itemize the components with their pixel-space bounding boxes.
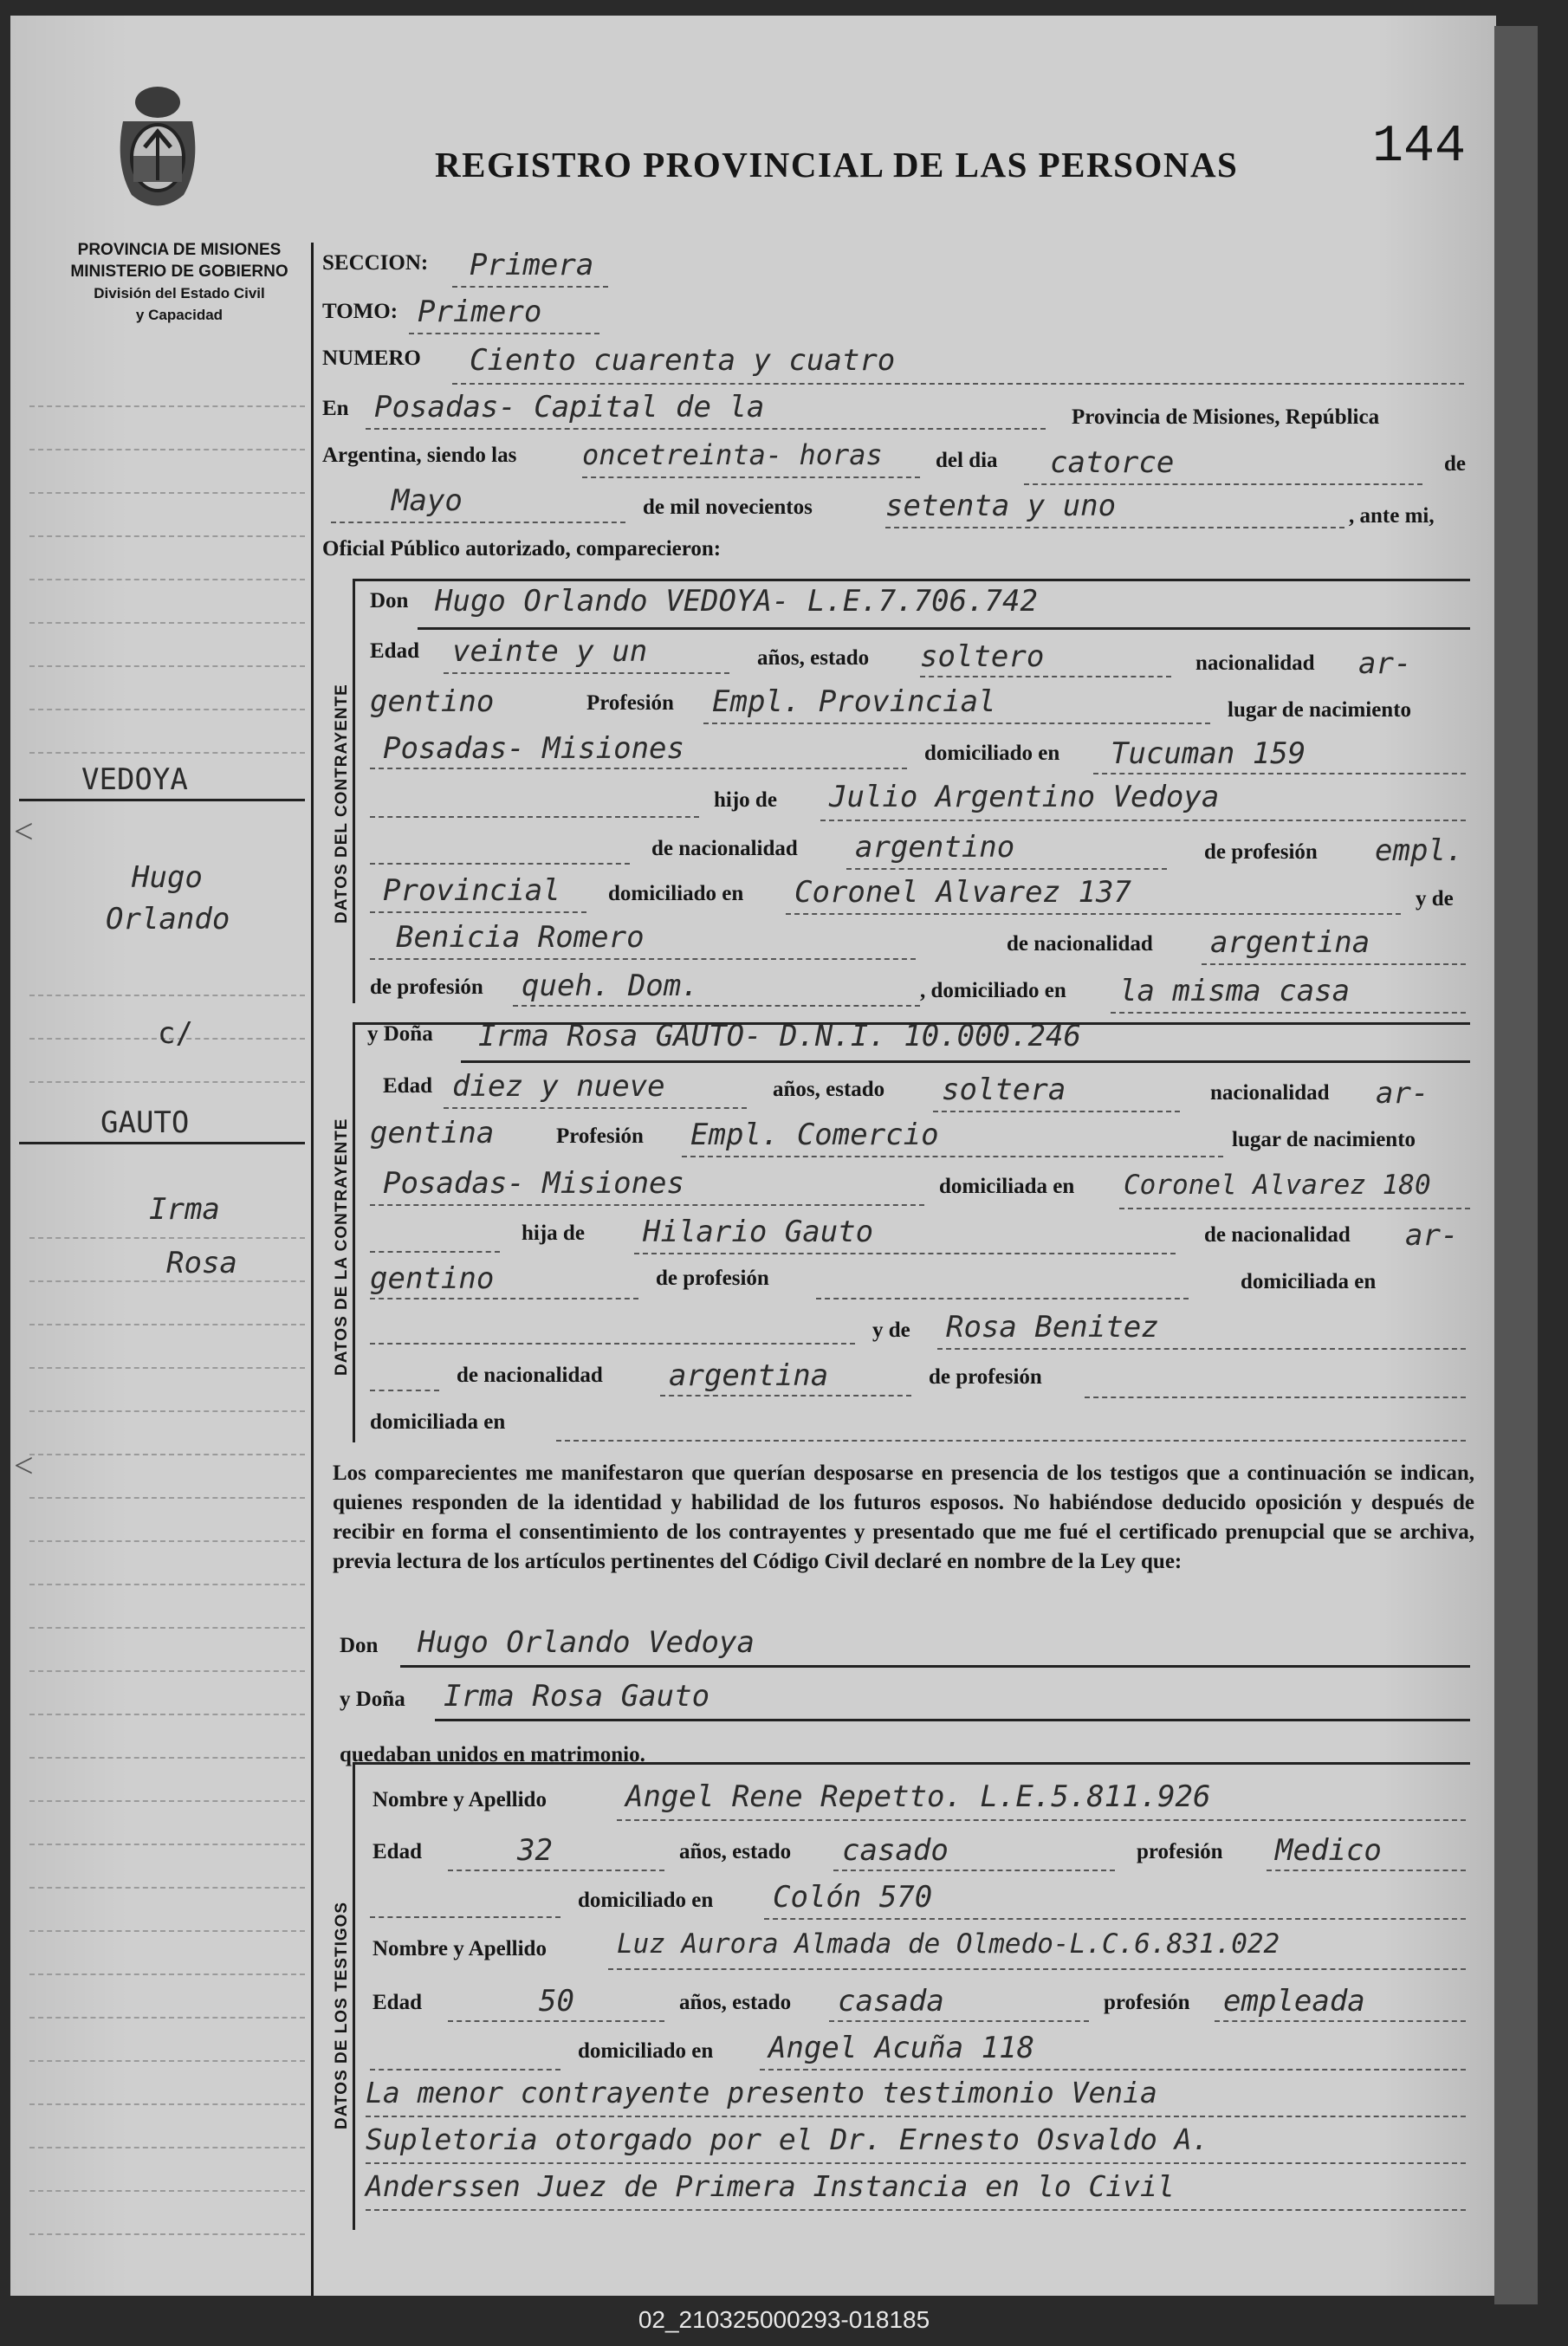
margin-arrow: < [14, 1446, 34, 1485]
nacionalidad-value-a: ar- [1358, 646, 1412, 681]
margin-divider [19, 799, 305, 801]
madre-prof-label: de profesión [929, 1365, 1042, 1389]
madre-nacionalidad: argentina [1210, 925, 1370, 960]
numero-value: Ciento cuarenta y cuatro [470, 343, 896, 378]
margin-surname-1: VEDOYA [81, 762, 188, 797]
padre-value: Julio Argentino Vedoya [829, 780, 1220, 814]
testigos-bracket [353, 1762, 355, 2230]
tomo-value: Primero [418, 295, 542, 329]
testigo-1-domiciliado-label: domiciliado en [578, 1889, 714, 1912]
mes-value: Mayo [392, 483, 463, 518]
ante-mi-text: , ante mi, [1349, 504, 1435, 528]
estado-value: soltera [942, 1073, 1066, 1107]
testigo-2-estado-label: años, estado [679, 1991, 792, 2014]
padre-nacionalidad: argentino [855, 830, 1015, 865]
nacionalidad-label: nacionalidad [1195, 651, 1315, 675]
testigo-2-profesion: empleada [1223, 1984, 1365, 2019]
testigo-2-estado: casada [838, 1984, 944, 2019]
padre-profesion-b: Provincial [383, 873, 560, 908]
page-edge-shadow [1494, 26, 1538, 2304]
del-dia-text: del dia [936, 449, 998, 472]
domiciliada-label: domiciliada en [939, 1175, 1075, 1198]
agency-line: y Capacidad [135, 307, 224, 323]
de-nacionalidad-label: de nacionalidad [1204, 1223, 1351, 1247]
testigo-1-estado: casado [842, 1833, 949, 1868]
domiciliado-label: domiciliado en [924, 742, 1060, 765]
margin-rule [311, 243, 314, 2296]
contrayente-1-name: Hugo Orlando VEDOYA- L.E.7.706.742 [435, 584, 1038, 619]
statement-text: Los comparecientes me manifestaron que querían desposarse en presencia de los testigos que a continuación se indican, quienes responden de la identidad y habilidad de los futuros esposos. No habiéndose deducido oposición y después de recibir en forma el consentimiento de los contrayentes y presentado que me fué el certificado prenupcial que se archiva, previa lectura de los artículos pertinentes del Código Civil declaré en nombre de la Ley que: [333, 1461, 1474, 1573]
edad-label: Edad [383, 1074, 432, 1098]
testigo-1-edad: 32 [517, 1833, 553, 1868]
de-profesion-label: de profesión [656, 1267, 769, 1290]
margin-given-2b: Rosa [166, 1246, 237, 1280]
lugar-label: lugar de nacimiento [1232, 1128, 1416, 1151]
testigo-1-profesion-label: profesión [1137, 1840, 1223, 1863]
de-profesion-label: de profesión [1204, 840, 1318, 864]
testigo-2-domiciliado-label: domiciliado en [578, 2039, 714, 2063]
agency-line: División del Estado Civil [94, 285, 265, 301]
statement-closing: quedaban unidos en matrimonio. [340, 1743, 645, 1766]
de-nacionalidad-label: de nacionalidad [651, 837, 798, 860]
madre-value: Rosa Benitez [946, 1310, 1159, 1345]
en-value: Posadas- Capital de la [374, 390, 765, 424]
padre-domiciliada-label: domiciliada en [1241, 1270, 1377, 1293]
hija-label: hija de [522, 1222, 585, 1245]
statement-dona-label: y Doña [340, 1688, 405, 1711]
nacionalidad-label: nacionalidad [1210, 1081, 1330, 1105]
padre-nacionalidad-b: gentino [370, 1261, 495, 1296]
note-line-3: Anderssen Juez de Primera Instancia en lo Civil [366, 2169, 1175, 2203]
oficial-text: Oficial Público autorizado, comparecieron: [322, 537, 722, 561]
profesion-label: Profesión [586, 691, 674, 715]
profesion-label: Profesión [556, 1124, 644, 1148]
contrayente-1-section-label: DATOS DEL CONTRAYENTE [333, 684, 351, 923]
madre-prof-label: de profesión [370, 975, 483, 999]
provincia-text: Provincia de Misiones, República [1072, 405, 1380, 429]
margin-arrow: < [14, 812, 34, 851]
seccion-value: Primera [470, 248, 594, 282]
testigo-2-edad: 50 [539, 1984, 574, 2019]
statement-don-label: Don [340, 1634, 379, 1657]
contrayente-2-bracket [353, 1022, 355, 1442]
contrayente-1-bracket [353, 579, 355, 1003]
lugar-value: Posadas- Misiones [383, 1166, 684, 1201]
document-page [10, 16, 1496, 2296]
page-number: 144 [1372, 118, 1467, 177]
domicilio-value: Coronel Alvarez 180 [1124, 1170, 1431, 1201]
padre-domicilio-label: domiciliado en [608, 882, 744, 905]
madre-nacionalidad: argentina [669, 1358, 829, 1393]
lugar-label: lugar de nacimiento [1228, 698, 1412, 722]
madre-profesion: queh. Dom. [522, 969, 699, 1003]
note-line-1: La menor contrayente presento testimonio Venia [366, 2076, 1157, 2109]
margin-divider [19, 1142, 305, 1144]
anos-estado-label: años, estado [773, 1078, 885, 1101]
agency-line: MINISTERIO DE GOBIERNO [70, 262, 288, 281]
anio-value: setenta y uno [885, 489, 1117, 523]
madre-nac-label: de nacionalidad [1007, 932, 1153, 956]
testigo-1-name: Angel Rene Repetto. L.E.5.811.926 [625, 1779, 1211, 1814]
nacionalidad-value-b: gentino [370, 684, 495, 719]
edad-value: diez y nueve [452, 1069, 665, 1104]
margin-given-1b: Orlando [106, 902, 230, 936]
statement-don-value: Hugo Orlando Vedoya [418, 1625, 755, 1660]
dia-value: catorce [1050, 445, 1175, 480]
madre-domicilio: la misma casa [1119, 974, 1351, 1008]
madre-value: Benicia Romero [396, 920, 645, 955]
de-text: de [1444, 452, 1466, 476]
don-label: Don [370, 589, 409, 612]
margin-connector: c/ [158, 1016, 193, 1051]
madre-dom-label: , domiciliado en [920, 979, 1066, 1002]
note-line-2: Supletoria otorgado por el Dr. Ernesto Osvaldo A. [366, 2122, 1209, 2156]
profesion-value: Empl. Comercio [690, 1118, 939, 1152]
margin-given-2a: Irma [149, 1192, 220, 1227]
estado-value: soltero [920, 639, 1045, 674]
statement-dona-value: Irma Rosa Gauto [444, 1679, 710, 1714]
argentina-text: Argentina, siendo las [322, 444, 517, 467]
testigo-1-profesion: Medico [1275, 1833, 1382, 1868]
agency-line: PROVINCIA DE MISIONES [77, 241, 282, 259]
registry-title: REGISTRO PROVINCIAL DE LAS PERSONAS [435, 145, 1239, 185]
testigo-2-edad-label: Edad [373, 1991, 422, 2014]
anos-estado-label: años, estado [757, 646, 870, 670]
numero-label: NUMERO [322, 347, 421, 370]
y-de-label: y de [1416, 887, 1454, 911]
edad-label: Edad [370, 639, 419, 663]
mil-text: de mil novecientos [643, 496, 813, 519]
nacionalidad-value-a: ar- [1376, 1076, 1429, 1111]
madre-dom-label: domiciliada en [370, 1410, 506, 1434]
lugar-value: Posadas- Misiones [383, 731, 684, 766]
padre-nacionalidad-a: ar- [1405, 1218, 1459, 1253]
contrayente-2-name: Irma Rosa GAUTO- D.N.I. 10.000.246 [478, 1019, 1081, 1053]
padre-profesion-a: empl. [1375, 833, 1464, 868]
dona-label: y Doña [367, 1022, 433, 1046]
testigo-2-nombre-label: Nombre y Apellido [373, 1937, 547, 1960]
testigos-section-label: DATOS DE LOS TESTIGOS [333, 1901, 351, 2129]
padre-domicilio: Coronel Alvarez 137 [794, 875, 1131, 910]
contrayente-2-section-label: DATOS DE LA CONTRAYENTE [333, 1118, 351, 1376]
testigo-2-domicilio: Angel Acuña 118 [768, 2031, 1035, 2065]
profesion-value: Empl. Provincial [712, 684, 996, 719]
testigo-1-edad-label: Edad [373, 1840, 422, 1863]
nacionalidad-value-b: gentina [370, 1116, 495, 1150]
horas-value: oncetreinta- horas [582, 438, 883, 471]
edad-value: veinte y un [452, 634, 648, 669]
padre-value: Hilario Gauto [643, 1215, 874, 1249]
testigo-1-nombre-label: Nombre y Apellido [373, 1788, 547, 1811]
testigo-2-profesion-label: profesión [1104, 1991, 1190, 2014]
domicilio-value: Tucuman 159 [1111, 736, 1306, 771]
margin-given-1a: Hugo [132, 860, 203, 895]
margin-column [10, 16, 311, 2296]
testigo-1-estado-label: años, estado [679, 1840, 792, 1863]
testigo-1-domicilio: Colón 570 [773, 1880, 933, 1915]
margin-surname-2: GAUTO [100, 1105, 190, 1140]
seccion-label: SECCION: [322, 251, 429, 275]
hijo-label: hijo de [714, 788, 777, 812]
scan-caption: 02_210325000293-018185 [638, 2306, 930, 2333]
testigo-2-name: Luz Aurora Almada de Olmedo-L.C.6.831.022 [617, 1928, 1280, 1960]
tomo-label: TOMO: [322, 300, 398, 323]
y-de-label: y de [872, 1319, 910, 1342]
en-label: En [322, 397, 349, 420]
madre-nac-label: de nacionalidad [457, 1364, 603, 1387]
